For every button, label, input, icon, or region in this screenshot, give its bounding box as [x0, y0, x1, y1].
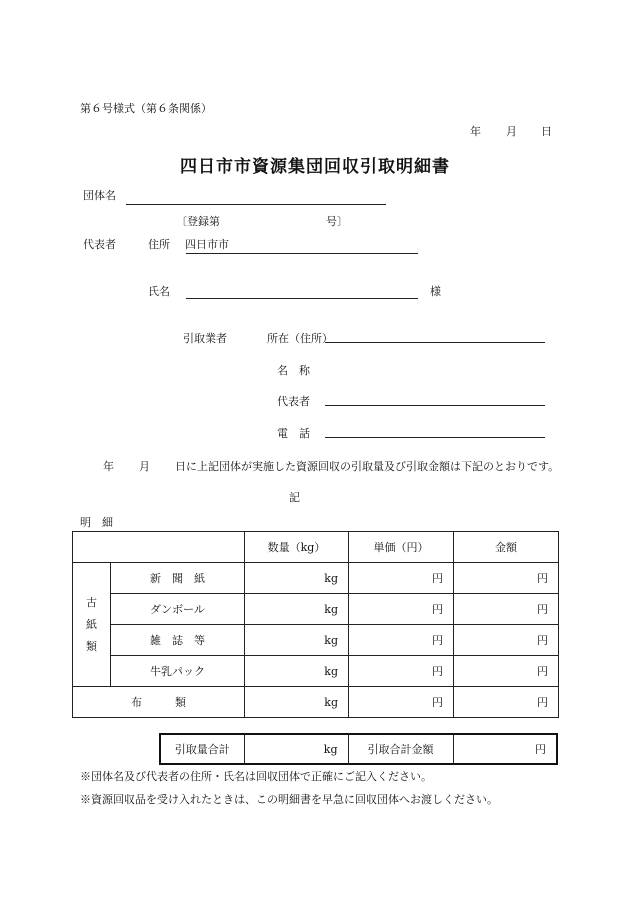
group-name-label: 団体名 — [83, 189, 116, 202]
note-1: ※団体名及び代表者の住所・氏名は回収団体で正確にご記入ください。 — [80, 770, 432, 783]
detail-table — [72, 531, 559, 718]
collector-phone-field[interactable] — [325, 437, 545, 438]
registration-open: 〔登録第 — [176, 215, 220, 228]
table-row — [73, 625, 559, 656]
address-value: 四日市市 — [185, 238, 229, 251]
header-blank — [73, 532, 245, 563]
total-amount-cell[interactable]: 円 — [453, 734, 557, 764]
statement-month: 月 — [139, 460, 150, 473]
rep-name-field[interactable] — [186, 298, 418, 299]
address-label: 住所 — [148, 238, 170, 251]
unit-price-cell[interactable]: 円 — [349, 687, 454, 718]
collector-rep-field[interactable] — [325, 405, 545, 406]
honorific: 様 — [430, 285, 441, 298]
date-year-label: 年 — [470, 125, 481, 138]
group-name-field[interactable] — [126, 204, 386, 205]
paper-group-char: 類 — [86, 639, 97, 653]
table-row — [73, 563, 559, 594]
paper-group-label — [73, 563, 111, 687]
unit-price-cell[interactable]: 円 — [349, 594, 454, 625]
unit-price-cell[interactable]: 円 — [349, 625, 454, 656]
item-milk-carton: 牛乳パック — [111, 656, 245, 687]
total-table — [159, 733, 558, 765]
unit-price-cell[interactable]: 円 — [349, 563, 454, 594]
collector-location-field[interactable] — [325, 342, 545, 343]
note-2: ※資源回収品を受け入れたときは、この明細書を早急に回収団体へお渡しください。 — [80, 793, 498, 806]
table-header-row — [73, 532, 559, 563]
total-qty-label: 引取量合計 — [160, 734, 244, 764]
amount-cell[interactable]: 円 — [454, 563, 559, 594]
qty-cell[interactable]: kg — [245, 656, 349, 687]
item-cloth: 布 類 — [73, 687, 245, 718]
address-field[interactable] — [186, 253, 418, 254]
collector-location-label: 所在（住所） — [267, 332, 333, 345]
qty-cell[interactable]: kg — [245, 687, 349, 718]
group-rep-label: 代表者 — [83, 238, 116, 251]
table-row — [73, 656, 559, 687]
amount-cell[interactable]: 円 — [454, 625, 559, 656]
qty-cell[interactable]: kg — [245, 563, 349, 594]
rep-name-label: 氏名 — [148, 285, 170, 298]
item-cardboard: ダンボール — [111, 594, 245, 625]
date-month-label: 月 — [506, 125, 517, 138]
form-number: 第６号様式（第６条関係） — [80, 102, 212, 115]
collector-company-label: 名 称 — [277, 364, 310, 377]
total-amount-label: 引取合計金額 — [348, 734, 453, 764]
paper-group-char: 古 — [86, 595, 97, 609]
page-title: 四日市市資源集団回収引取明細書 — [180, 157, 450, 177]
paper-group-char: 紙 — [86, 617, 97, 631]
collector-phone-label: 電 話 — [277, 427, 310, 440]
collector-rep-label: 代表者 — [277, 395, 310, 408]
table-row — [73, 687, 559, 718]
item-magazines: 雑 誌 等 — [111, 625, 245, 656]
header-qty: 数量（kg） — [245, 532, 349, 563]
collector-section-label: 引取業者 — [183, 332, 227, 345]
amount-cell[interactable]: 円 — [454, 594, 559, 625]
item-newspaper: 新 聞 紙 — [111, 563, 245, 594]
header-unit-price: 単価（円） — [349, 532, 454, 563]
registration-close: 号〕 — [326, 215, 348, 228]
date-day-label: 日 — [541, 125, 552, 138]
total-row — [160, 734, 557, 764]
statement-year: 年 — [103, 460, 114, 473]
total-qty-cell[interactable]: kg — [244, 734, 348, 764]
amount-cell[interactable]: 円 — [454, 656, 559, 687]
header-amount: 金額 — [454, 532, 559, 563]
unit-price-cell[interactable]: 円 — [349, 656, 454, 687]
ki-label: 記 — [289, 491, 300, 504]
statement-text: 日に上記団体が実施した資源回収の引取量及び引取金額は下記のとおりです。 — [175, 460, 560, 473]
details-label: 明 細 — [80, 516, 113, 529]
amount-cell[interactable]: 円 — [454, 687, 559, 718]
table-row — [73, 594, 559, 625]
qty-cell[interactable]: kg — [245, 594, 349, 625]
qty-cell[interactable]: kg — [245, 625, 349, 656]
